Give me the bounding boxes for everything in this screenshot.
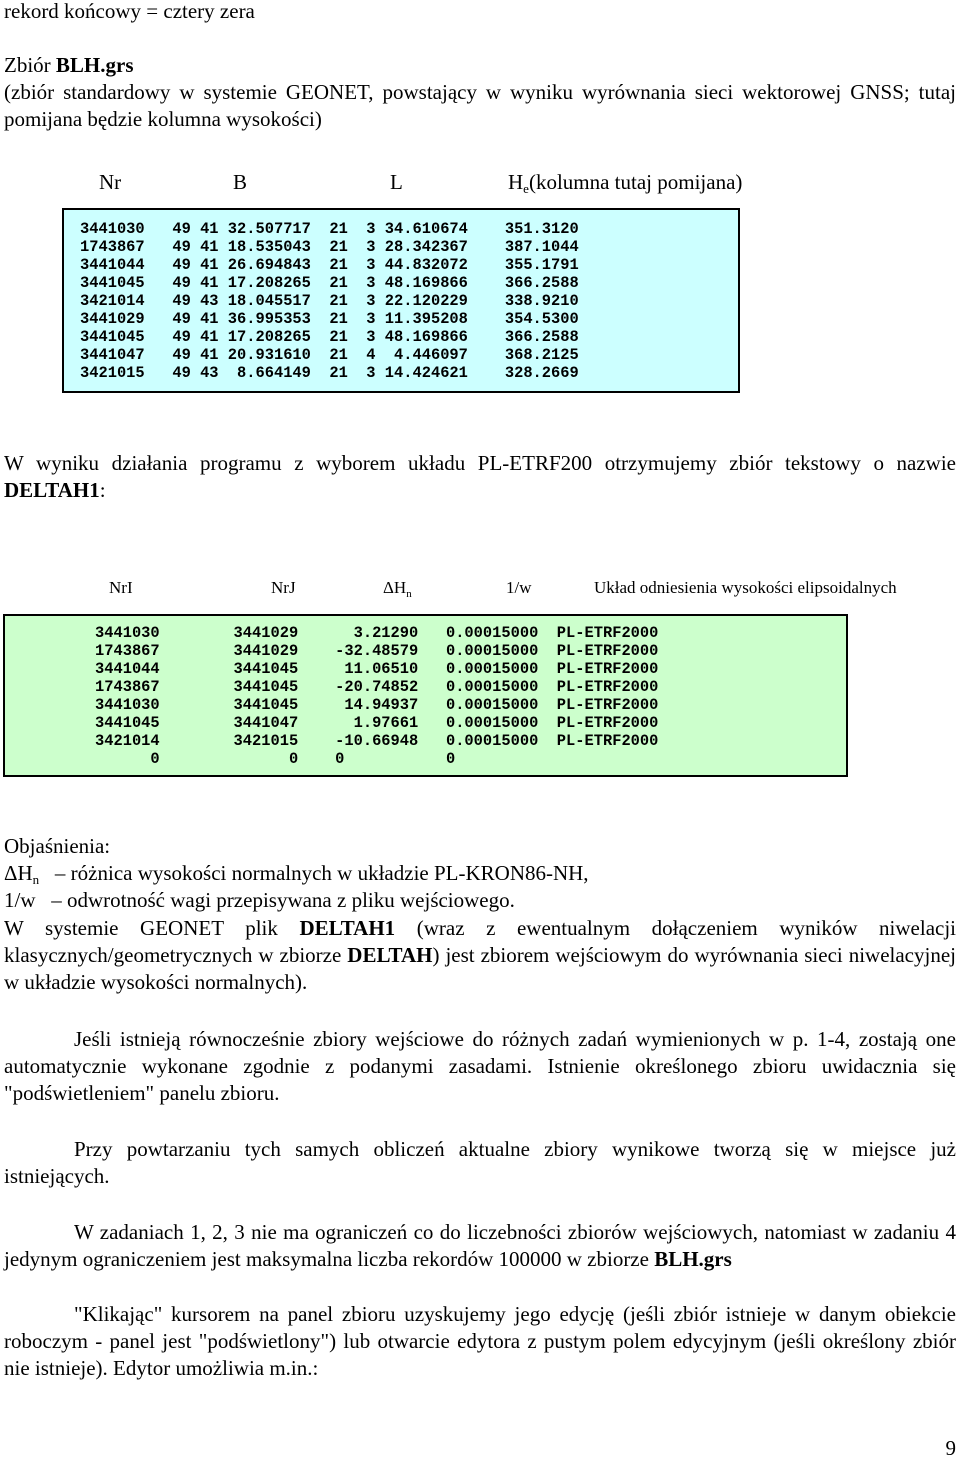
delta-header-w: 1/w — [506, 578, 532, 597]
explain-title: Objaśnienia: — [4, 834, 111, 858]
zbior-heading — [4, 52, 956, 79]
deltah1-record-line: 1743867 3441045 -20.74852 0.00015000 PL-ETRF2000 — [95, 678, 659, 696]
blh-header-nr: Nr — [99, 170, 122, 194]
explain-dh-sub: n — [32, 872, 40, 887]
zadania-file: BLH.grs — [654, 1247, 732, 1271]
blh-file-panel[interactable] — [62, 208, 740, 393]
geonet-paragraph — [4, 915, 956, 996]
deltah1-record-line: 3421014 3421015 -10.66948 0.00015000 PL-ETRF2000 — [95, 732, 659, 750]
delta-header-dh-main: ΔH — [383, 578, 407, 597]
result-text: W wyniku działania programu z wyborem układu PL-ETRF200 otrzymujemy zbiór tekstowy o nazwie — [4, 451, 956, 475]
deltah1-record-line: 3441030 3441045 14.94937 0.00015000 PL-ETRF2000 — [95, 696, 659, 714]
blh-record-line: 3441029 49 41 36.995353 21 3 11.395208 354.5300 — [80, 310, 579, 328]
geonet-text-b: (wraz z ewentualnym dołączeniem wyników niwelacji klasycznych/geometrycznych w zbiorze — [4, 916, 957, 967]
explain-w-line — [4, 887, 515, 914]
blh-header-h — [508, 169, 742, 202]
result-file-name: DELTAH1 — [4, 478, 100, 502]
deltah1-record-line: 1743867 3441029 -32.48579 0.00015000 PL-ETRF2000 — [95, 642, 659, 660]
geonet-file-a: DELTAH1 — [299, 916, 396, 940]
deltah1-record-line: 3441045 3441047 1.97661 0.00015000 PL-ETRF2000 — [95, 714, 659, 732]
blh-record-line: 3441030 49 41 32.507717 21 3 34.610674 351.3120 — [80, 220, 579, 238]
zbior-description: (zbiór standardowy w systemie GEONET, powstający w wyniku wyrównania sieci wektorowej GNSS; tutaj pomijana będzie kolumna wysokości) — [4, 80, 956, 131]
blh-record-line: 1743867 49 41 18.535043 21 3 28.342367 387.1044 — [80, 238, 579, 256]
blh-record-line: 3441047 49 41 20.931610 21 4 4.446097 368.2125 — [80, 346, 579, 364]
geonet-text-c: ) jest zbiorem wejściowym do wyrównania sieci niwelacyjnej w układzie wysokości normalnych). — [4, 943, 956, 994]
explain-dh-text: – różnica wysokości normalnych w układzie PL-KRON86-NH, — [39, 861, 589, 885]
blh-header-h-note: (kolumna tutaj pomijana) — [528, 170, 743, 194]
geonet-file-b: DELTAH — [347, 943, 433, 967]
result-end: : — [99, 478, 106, 502]
delta-header-dh-sub: n — [406, 588, 412, 600]
blh-rows — [80, 220, 579, 382]
blh-record-line: 3421015 49 43 8.664149 21 3 14.424621 328.2669 — [80, 364, 579, 382]
deltah1-record-line: 0 0 0 0 — [95, 750, 456, 768]
delta-header-nrj: NrJ — [271, 578, 296, 597]
blh-record-line: 3441045 49 41 17.208265 21 3 48.169866 366.2588 — [80, 328, 579, 346]
delta-rows — [95, 624, 658, 768]
blh-record-line: 3421014 49 43 18.045517 21 3 22.120229 338.9210 — [80, 292, 579, 310]
geonet-text-a: W systemie GEONET plik — [4, 916, 300, 940]
intro-line: rekord końcowy = cztery zera — [4, 0, 255, 23]
result-paragraph — [4, 450, 956, 504]
blh-record-line: 3441044 49 41 26.694843 21 3 44.832072 355.1791 — [80, 256, 579, 274]
deltah1-file-panel[interactable] — [3, 614, 848, 777]
explain-w-text: – odwrotność wagi przepisywana z pliku wejściowego. — [35, 888, 515, 912]
explain-dh-main: ΔH — [4, 861, 33, 885]
paragraph-przy: Przy powtarzaniu tych samych obliczeń aktualne zbiory wynikowe tworzą się w miejsce już istniejących. — [4, 1137, 956, 1188]
blh-header-h-sub: e — [523, 181, 529, 196]
paragraph-jesli: Jeśli istnieją równocześnie zbiory wejściowe do różnych zadań wymienionych w p. 1-4, zostają one automatycznie wykonane zgodnie z podanymi zasadami. Istnienie określonego zbioru uwidacznia się "podświetleniem" panelu zbioru. — [4, 1027, 956, 1105]
page-number: 9 — [945, 1436, 956, 1460]
delta-header-nri: NrI — [109, 578, 133, 597]
deltah1-record-line: 3441044 3441045 11.06510 0.00015000 PL-ETRF2000 — [95, 660, 659, 678]
paragraph-zadania — [4, 1219, 956, 1273]
blh-record-line: 3441045 49 41 17.208265 21 3 48.169866 366.2588 — [80, 274, 579, 292]
explain-w-label: 1/w — [4, 888, 36, 912]
deltah1-record-line: 3441030 3441029 3.21290 0.00015000 PL-ETRF2000 — [95, 624, 659, 642]
zadania-text: W zadaniach 1, 2, 3 nie ma ograniczeń co do liczebności zbiorów wejściowych, natomiast w zadaniu 4 jedynym ograniczeniem jest maksymalna liczba rekordów 100000 w zbiorze — [4, 1220, 956, 1271]
zbior-label: Zbiór — [4, 53, 56, 77]
blh-header-h-main: H — [508, 170, 524, 194]
zbior-name: BLH.grs — [55, 53, 134, 77]
delta-header-dh — [383, 574, 412, 608]
blh-header-l: L — [390, 170, 403, 194]
blh-header-b: B — [233, 170, 248, 194]
paragraph-klikajac: "Klikając" kursorem na panel zbioru uzyskujemy jego edycję (jeśli zbiór istnieje w danym obiekcie roboczym - panel jest "podświetlony") lub otwarcie edytora z pustym polem edycyjnym (jeśli określony zbiór nie istnieje). Edytor umożliwia m.in.: — [4, 1302, 956, 1380]
delta-header-uklad: Układ odniesienia wysokości elipsoidalnych — [594, 578, 897, 597]
